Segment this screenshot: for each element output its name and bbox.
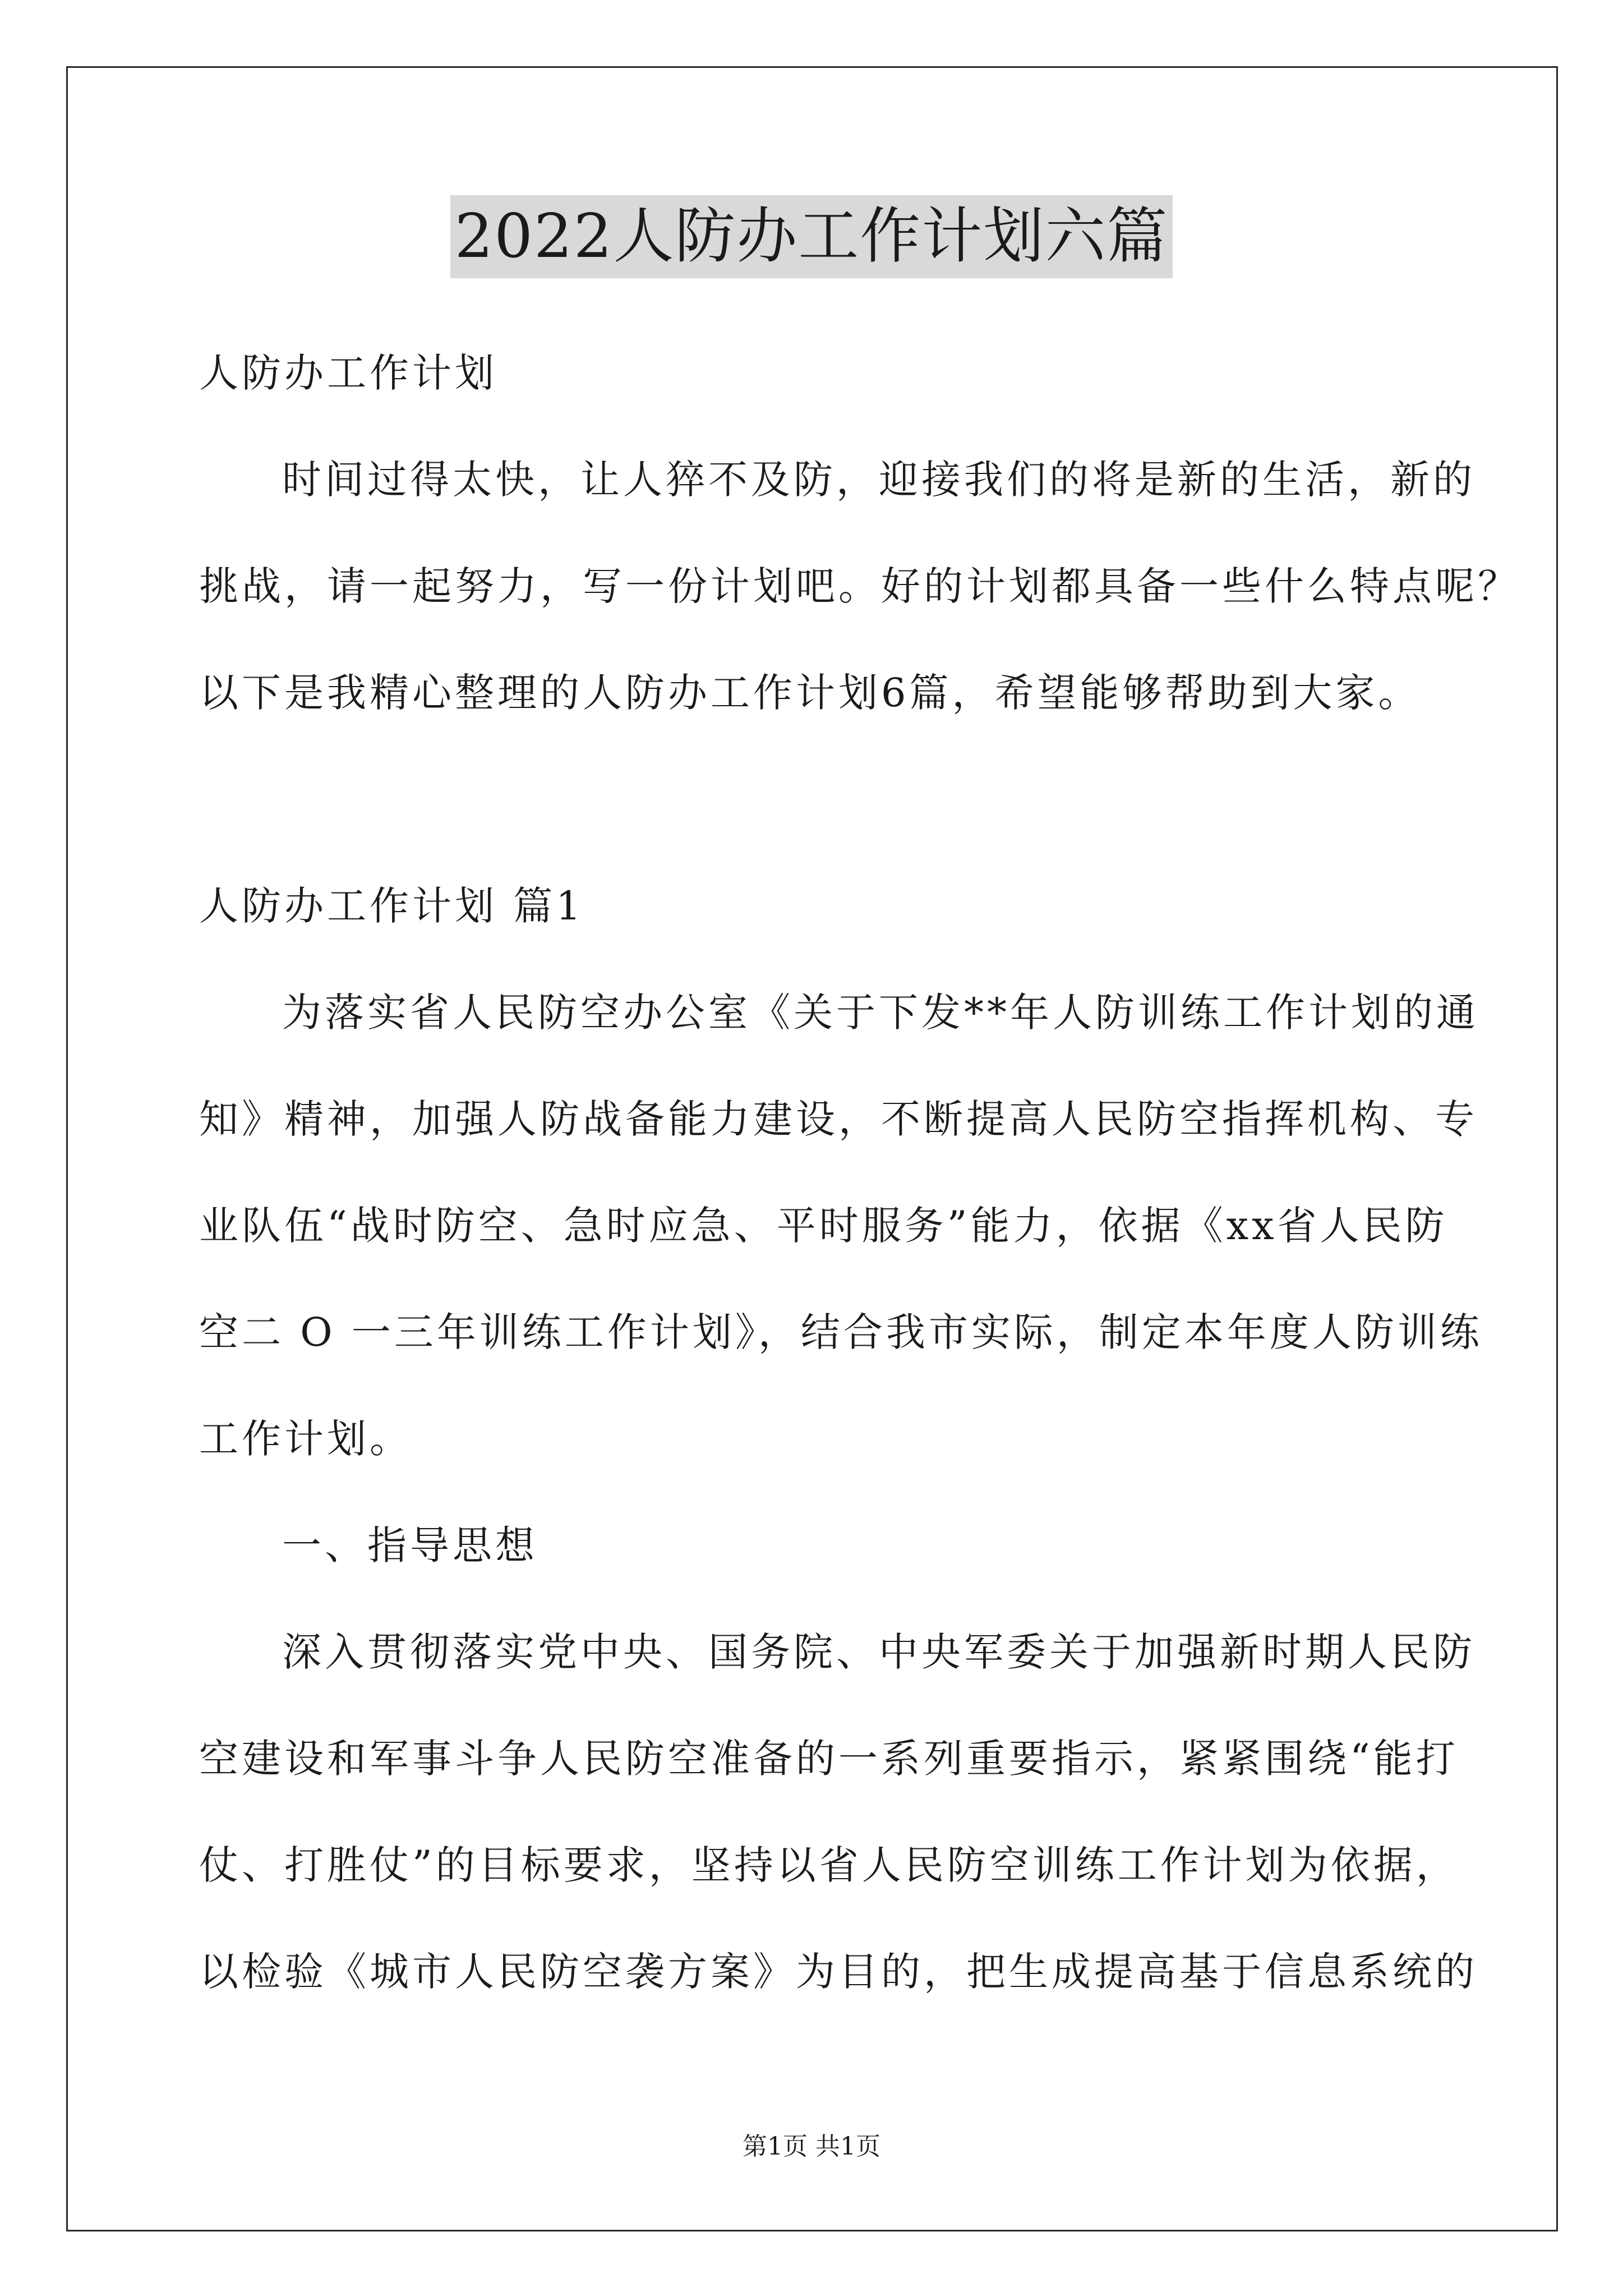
page-footer	[0, 2126, 1623, 2162]
page-number: 第1页 共1页	[743, 2132, 880, 2161]
title-area	[0, 195, 1623, 278]
document-title: 2022人防办工作计划六篇	[450, 195, 1173, 278]
paragraph-line: 空建设和军事斗争人民防空准备的一系列重要指示，紧紧围绕“能打	[199, 1736, 1459, 1782]
blank-line	[199, 746, 1427, 853]
paragraph-line: 以检验《城市人民防空袭方案》为目的，把生成提高基于信息系统的	[199, 1949, 1478, 1995]
paragraph-line: 深入贯彻落实党中央、国务院、中央军委关于加强新时期人民防	[282, 1629, 1476, 1675]
paragraph-line: 工作计划。	[199, 1416, 412, 1462]
paragraph-line: 知》精神，加强人防战备能力建设，不断提高人民防空指挥机构、专	[199, 1096, 1478, 1142]
paragraph-line: 以下是我精心整理的人防办工作计划6篇，希望能够帮助到大家。	[199, 670, 1421, 716]
section-heading: 人防办工作计划 篇1	[199, 883, 584, 929]
subsection-heading: 一、指导思想	[282, 1522, 538, 1568]
paragraph-line: 挑战，请一起努力，写一份计划吧。好的计划都具备一些什么特点呢？	[199, 563, 1520, 609]
paragraph-line: 仗、打胜仗”的目标要求，坚持以省人民防空训练工作计划为依据，	[199, 1842, 1459, 1888]
document-body	[199, 320, 1520, 2025]
paragraph-line: 空二 O 一三年训练工作计划》，结合我市实际，制定本年度人防训练	[199, 1309, 1483, 1355]
paragraph-line: 业队伍“战时防空、急时应急、平时服务”能力，依据《xx省人民防	[199, 1203, 1448, 1249]
paragraph-line: 为落实省人民防空办公室《关于下发**年人防训练工作计划的通	[282, 990, 1479, 1036]
paragraph-line: 时间过得太快，让人猝不及防，迎接我们的将是新的生活，新的	[282, 457, 1476, 503]
section-heading: 人防办工作计划	[199, 350, 497, 396]
